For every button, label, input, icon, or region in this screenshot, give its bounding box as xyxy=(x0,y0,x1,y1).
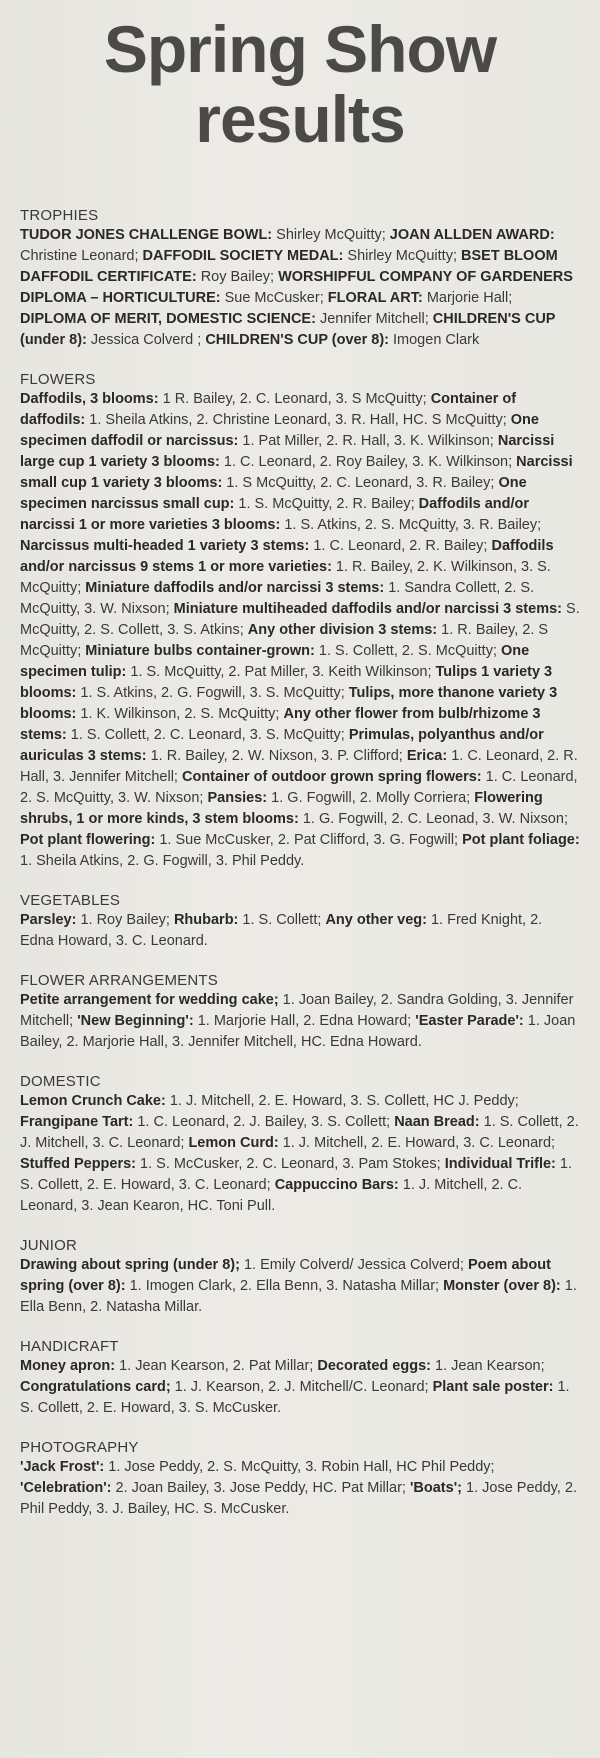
placings: Sue McCusker; xyxy=(220,290,328,306)
placings: 1. S. McCusker, 2. C. Leonard, 3. Pam Stokes; xyxy=(136,1156,445,1172)
class-name: Miniature bulbs container-grown: xyxy=(85,643,315,659)
section-body xyxy=(20,1255,580,1318)
class-name: 'Jack Frost': xyxy=(20,1459,105,1475)
placings: Jessica Colverd ; xyxy=(86,332,206,348)
placings: 1 R. Bailey, 2. C. Leonard, 3. S McQuitty; xyxy=(158,391,431,407)
class-name: Container of daffodils: xyxy=(20,391,517,428)
placings: 1. Fred Knight, 2. Edna Howard, 3. C. Leonard. xyxy=(20,912,543,949)
class-name: Daffodils, 3 blooms: xyxy=(20,391,159,407)
placings: 1. Pat Miller, 2. R. Hall, 3. K. Wilkinson; xyxy=(238,433,498,449)
placings: 1. S McQuitty, 2. C. Leonard, 3. R. Bailey; xyxy=(222,475,499,491)
results-section xyxy=(20,971,580,1053)
class-name: DAFFODIL SOCIETY MEDAL: xyxy=(142,248,344,264)
class-name: Stuffed Peppers: xyxy=(20,1156,137,1172)
results-section xyxy=(20,1337,580,1419)
class-name: 'Easter Parade': xyxy=(415,1013,524,1029)
class-name: Miniature daffodils and/or narcissi 3 stems: xyxy=(85,580,385,596)
class-name: Congratulations card; xyxy=(20,1379,171,1395)
class-name: Narcissi large cup 1 variety 3 blooms: xyxy=(20,433,555,470)
section-title: JUNIOR xyxy=(20,1237,78,1254)
placings: 1. Sheila Atkins, 2. Christine Leonard, 3. R. Hall, HC. S McQuitty; xyxy=(85,412,511,428)
class-name: Narcissi small cup 1 variety 3 blooms: xyxy=(20,454,573,491)
placings: 1. C. Leonard, 2. J. Bailey, 3. S. Collett; xyxy=(133,1114,395,1130)
class-name: JOAN ALLDEN AWARD: xyxy=(389,227,555,243)
placings: 1. R. Bailey, 2. S McQuitty; xyxy=(20,622,549,659)
placings: 1. K. Wilkinson, 2. S. McQuitty; xyxy=(76,706,284,722)
placings: 1. C. Leonard, 2. R. Bailey; xyxy=(309,538,492,554)
class-name: DIPLOMA OF MERIT, DOMESTIC SCIENCE: xyxy=(20,311,316,327)
placings: 1. J. Kearson, 2. J. Mitchell/C. Leonard; xyxy=(170,1379,433,1395)
class-name: Pot plant foliage: xyxy=(462,832,580,848)
class-name: Drawing about spring (under 8); xyxy=(20,1257,240,1273)
class-name: TUDOR JONES CHALLENGE BOWL: xyxy=(20,227,273,243)
placings: 1. S. Atkins, 2. S. McQuitty, 3. R. Bailey; xyxy=(280,517,542,533)
placings: 1. R. Bailey, 2. K. Wilkinson, 3. S. McQuitty; xyxy=(20,559,551,596)
section-body xyxy=(20,990,580,1053)
placings: 1. C. Leonard, 2. Roy Bailey, 3. K. Wilkinson; xyxy=(219,454,517,470)
section-body xyxy=(20,910,580,952)
class-name: Parsley: xyxy=(20,912,77,928)
class-name: Monster (over 8): xyxy=(443,1278,561,1294)
placings: 1. R. Bailey, 2. W. Nixson, 3. P. Clifford; xyxy=(146,748,407,764)
class-name: Any other veg: xyxy=(325,912,427,928)
placings: 1. Jean Kearson, 2. Pat Millar; xyxy=(115,1358,318,1374)
results-section xyxy=(20,1072,580,1217)
placings: 1. G. Fogwill, 2. C. Leonad, 3. W. Nixson; xyxy=(298,811,568,827)
class-name: Poem about spring (over 8): xyxy=(20,1257,551,1294)
placings: 1. Jose Peddy, 2. Phil Peddy, 3. J. Bailey, HC. S. McCusker. xyxy=(20,1480,577,1517)
placings: 1. S. McQuitty, 2. R. Bailey; xyxy=(234,496,419,512)
section-title: FLOWERS xyxy=(20,371,96,388)
class-name: Rhubarb: xyxy=(173,912,239,928)
class-name: Container of outdoor grown spring flowers: xyxy=(181,769,482,785)
section-title: TROPHIES xyxy=(20,207,99,224)
placings: 2. Joan Bailey, 3. Jose Peddy, HC. Pat Millar; xyxy=(111,1480,410,1496)
class-name: Daffodils and/or narcissus 9 stems 1 or more varieties: xyxy=(20,538,554,575)
placings: 1. J. Mitchell, 2. C. Leonard, 3. Jean Kearon, HC. Toni Pull. xyxy=(20,1177,523,1214)
class-name: Any other division 3 stems: xyxy=(247,622,438,638)
class-name: FLORAL ART: xyxy=(327,290,423,306)
placings: Shirley McQuitty; xyxy=(272,227,390,243)
results-section xyxy=(20,370,580,872)
placings: Shirley McQuitty; xyxy=(343,248,462,264)
results-section xyxy=(20,1236,580,1318)
results-sections xyxy=(20,206,580,1520)
section-title: HANDICRAFT xyxy=(20,1338,119,1355)
placings: 1. S. McQuitty, 2. Pat Miller, 3. Keith Wilkinson; xyxy=(126,664,436,680)
headline-line-2: results xyxy=(195,82,405,156)
placings: 1. J. Mitchell, 2. E. Howard, 3. S. Collett, HC J. Peddy; xyxy=(165,1093,519,1109)
class-name: Narcissus multi-headed 1 variety 3 stems: xyxy=(20,538,310,554)
class-name: Daffodils and/or narcissi 1 or more varieties 3 blooms: xyxy=(20,496,530,533)
placings: 1. S. Collett, 2. E. Howard, 3. C. Leonard; xyxy=(20,1156,572,1193)
class-name: Erica: xyxy=(406,748,448,764)
placings: 1. S. Collett, 2. C. Leonard, 3. S. McQuitty; xyxy=(66,727,349,743)
placings: 1. S. Collett, 2. J. Mitchell, 3. C. Leonard; xyxy=(20,1114,579,1151)
class-name: Individual Trifle: xyxy=(444,1156,556,1172)
class-name: Lemon Curd: xyxy=(188,1135,279,1151)
class-name: 'Celebration': xyxy=(20,1480,112,1496)
section-body xyxy=(20,1457,580,1520)
class-name: BSET BLOOM DAFFODIL CERTIFICATE: xyxy=(20,248,558,285)
class-name: Cappuccino Bars: xyxy=(274,1177,399,1193)
placings: Imogen Clark xyxy=(388,332,480,348)
class-name: Miniature multiheaded daffodils and/or narcissi 3 stems: xyxy=(173,601,562,617)
placings: 1. G. Fogwill, 2. Molly Corriera; xyxy=(267,790,475,806)
section-body xyxy=(20,1356,580,1419)
headline-line-1: Spring Show xyxy=(103,12,497,86)
placings: 1. Marjorie Hall, 2. Edna Howard; xyxy=(193,1013,416,1029)
class-name: Any other flower from bulb/rhizome 3 stems: xyxy=(20,706,541,743)
placings: 1. C. Leonard, 2. S. McQuitty, 3. W. Nixson; xyxy=(20,769,578,806)
placings: 1. Sandra Collett, 2. S. McQuitty, 3. W. Nixson; xyxy=(20,580,535,617)
section-title: PHOTOGRAPHY xyxy=(20,1439,139,1456)
placings: 1. Jose Peddy, 2. S. McQuitty, 3. Robin Hall, HC Phil Peddy; xyxy=(104,1459,495,1475)
placings: Jennifer Mitchell; xyxy=(315,311,433,327)
placings: Christine Leonard; xyxy=(20,248,143,264)
placings: 1. Imogen Clark, 2. Ella Benn, 3. Natasha Millar; xyxy=(125,1278,444,1294)
class-name: WORSHIPFUL COMPANY OF GARDENERS DIPLOMA – HORTICULTURE: xyxy=(20,269,573,306)
section-body xyxy=(20,389,580,872)
class-name: Tulips, more thanone variety 3 blooms: xyxy=(20,685,558,722)
placings: 1. S. Collett; xyxy=(238,912,326,928)
placings: 1. S. Collett, 2. S. McQuitty; xyxy=(314,643,502,659)
placings: 1. Ella Benn, 2. Natasha Millar. xyxy=(20,1278,577,1315)
class-name: Primulas, polyanthus and/or auriculas 3 stems: xyxy=(20,727,544,764)
placings: 1. Sheila Atkins, 2. G. Fogwill, 3. Phil Peddy. xyxy=(20,853,305,869)
class-name: Money apron: xyxy=(20,1358,116,1374)
class-name: Decorated eggs: xyxy=(317,1358,431,1374)
placings: 1. Joan Bailey, 2. Marjorie Hall, 3. Jennifer Mitchell, HC. Edna Howard. xyxy=(20,1013,576,1050)
class-name: One specimen narcissus small cup: xyxy=(20,475,527,512)
placings: S. McQuitty, 2. S. Collett, 3. S. Atkins; xyxy=(20,601,580,638)
placings: 1. S. Atkins, 2. G. Fogwill, 3. S. McQuitty; xyxy=(76,685,349,701)
class-name: Naan Bread: xyxy=(394,1114,480,1130)
class-name: 'Boats'; xyxy=(409,1480,462,1496)
placings: Roy Bailey; xyxy=(196,269,279,285)
results-section xyxy=(20,206,580,351)
placings: 1. C. Leonard, 2. R. Hall, 3. Jennifer Mitchell; xyxy=(20,748,578,785)
class-name: Pansies: xyxy=(207,790,268,806)
class-name: 'New Beginning': xyxy=(77,1013,194,1029)
placings: 1. Emily Colverd/ Jessica Colverd; xyxy=(239,1257,468,1273)
class-name: Frangipane Tart: xyxy=(20,1114,134,1130)
headline xyxy=(20,14,580,154)
placings: 1. J. Mitchell, 2. E. Howard, 3. C. Leonard; xyxy=(278,1135,556,1151)
class-name: Pot plant flowering: xyxy=(20,832,156,848)
class-name: One specimen daffodil or narcissus: xyxy=(20,412,539,449)
section-body xyxy=(20,225,580,351)
section-title: VEGETABLES xyxy=(20,892,121,909)
section-body xyxy=(20,1091,580,1217)
results-section xyxy=(20,891,580,952)
class-name: Petite arrangement for wedding cake; xyxy=(20,992,279,1008)
placings: 1. Sue McCusker, 2. Pat Clifford, 3. G. Fogwill; xyxy=(155,832,463,848)
class-name: Tulips 1 variety 3 blooms: xyxy=(20,664,553,701)
placings: 1. S. Collett, 2. E. Howard, 3. S. McCusker. xyxy=(20,1379,570,1416)
class-name: Lemon Crunch Cake: xyxy=(20,1093,166,1109)
class-name: CHILDREN'S CUP (under 8): xyxy=(20,311,556,348)
class-name: Flowering shrubs, 1 or more kinds, 3 stem blooms: xyxy=(20,790,543,827)
results-section xyxy=(20,1438,580,1520)
class-name: Plant sale poster: xyxy=(432,1379,554,1395)
class-name: CHILDREN'S CUP (over 8): xyxy=(205,332,389,348)
placings: Marjorie Hall; xyxy=(422,290,513,306)
section-title: DOMESTIC xyxy=(20,1073,101,1090)
placings: 1. Roy Bailey; xyxy=(76,912,174,928)
class-name: One specimen tulip: xyxy=(20,643,530,680)
section-title: FLOWER ARRANGEMENTS xyxy=(20,972,218,989)
placings: 1. Jean Kearson; xyxy=(430,1358,545,1374)
placings: 1. Joan Bailey, 2. Sandra Golding, 3. Jennifer Mitchell; xyxy=(20,992,574,1029)
